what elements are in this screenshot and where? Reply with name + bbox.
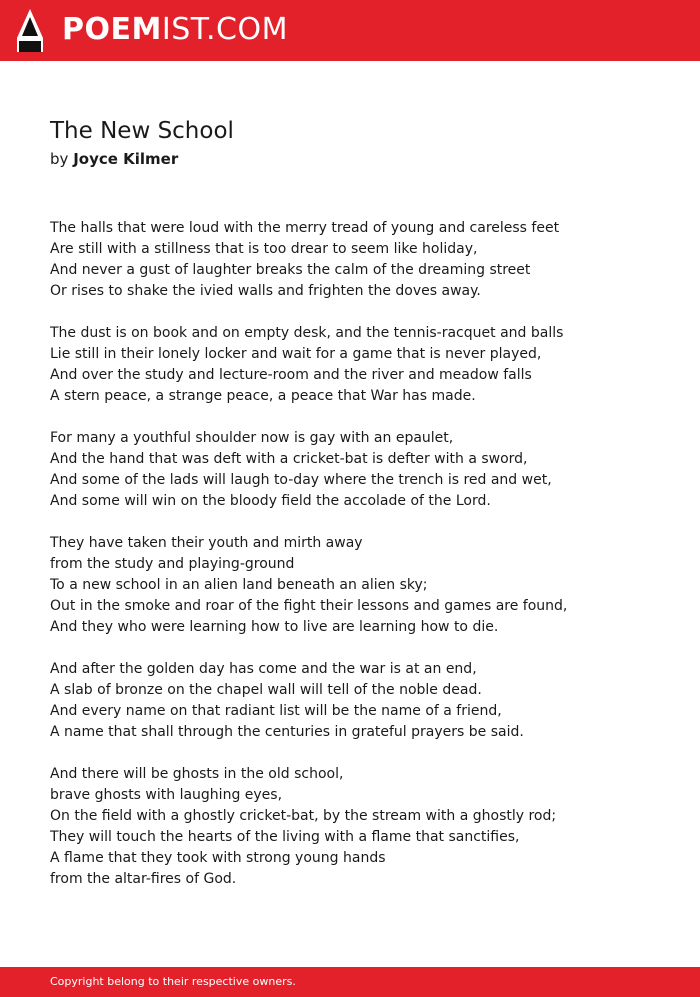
- copyright-notice: Copyright belong to their respective owners.: [50, 975, 296, 988]
- poem-line: And there will be ghosts in the old school,: [50, 766, 344, 782]
- site-header: [0, 0, 700, 61]
- poem-line: And after the golden day has come and the war is at an end,: [50, 661, 477, 677]
- stanza-4: [50, 533, 670, 638]
- poem-line: Lie still in their lonely locker and wait for a game that is never played,: [50, 346, 542, 362]
- poem-line: The halls that were loud with the merry tread of young and careless feet: [50, 220, 560, 236]
- poem-line: Out in the smoke and roar of the fight their lessons and games are found,: [50, 598, 568, 614]
- site-logo[interactable]: [62, 12, 288, 48]
- stanza-1: [50, 218, 670, 302]
- poem-body: [50, 218, 670, 911]
- poem-line: And some will win on the bloody field the accolade of the Lord.: [50, 493, 491, 509]
- poem-line: They will touch the hearts of the living with a flame that sanctifies,: [50, 829, 520, 845]
- poem-line: And some of the lads will laugh to-day where the trench is red and wet,: [50, 472, 552, 488]
- poem-line: To a new school in an alien land beneath an alien sky;: [50, 577, 428, 593]
- poem-line: And over the study and lecture-room and the river and meadow falls: [50, 367, 532, 383]
- poem-line: A slab of bronze on the chapel wall will tell of the noble dead.: [50, 682, 482, 698]
- poem-line: brave ghosts with laughing eyes,: [50, 787, 283, 803]
- poem-line: On the field with a ghostly cricket-bat, by the stream with a ghostly rod;: [50, 808, 557, 824]
- by-label: by: [50, 150, 69, 168]
- poem-line: A flame that they took with strong young hands: [50, 850, 386, 866]
- poem-title: The New School: [50, 118, 234, 144]
- author-name: Joyce Kilmer: [73, 150, 179, 168]
- poem-line: And every name on that radiant list will be the name of a friend,: [50, 703, 502, 719]
- poem-line: The dust is on book and on empty desk, and the tennis-racquet and balls: [50, 325, 564, 341]
- site-footer: [0, 967, 700, 997]
- poem-line: And the hand that was deft with a cricket-bat is defter with a sword,: [50, 451, 528, 467]
- poem-line: For many a youthful shoulder now is gay with an epaulet,: [50, 430, 454, 446]
- logo-text-light: IST.COM: [161, 12, 288, 47]
- poem-line: And never a gust of laughter breaks the calm of the dreaming street: [50, 262, 531, 278]
- poem-line: A stern peace, a strange peace, a peace that War has made.: [50, 388, 476, 404]
- poem-line: Are still with a stillness that is too drear to seem like holiday,: [50, 241, 478, 257]
- poem-line: A name that shall through the centuries in grateful prayers be said.: [50, 724, 524, 740]
- poem-line: Or rises to shake the ivied walls and frighten the doves away.: [50, 283, 481, 299]
- poem-line: from the altar-fires of God.: [50, 871, 237, 887]
- stanza-5: [50, 659, 670, 743]
- logo-text-bold: POEM: [62, 12, 162, 47]
- stanza-3: [50, 428, 670, 512]
- poem-line: They have taken their youth and mirth away: [50, 535, 363, 551]
- byline: [50, 148, 178, 170]
- stanza-2: [50, 323, 670, 407]
- poem-line: from the study and playing-ground: [50, 556, 295, 572]
- pencil-tip-icon: [17, 9, 43, 52]
- poem-line: And they who were learning how to live are learning how to die.: [50, 619, 499, 635]
- stanza-6: [50, 764, 670, 890]
